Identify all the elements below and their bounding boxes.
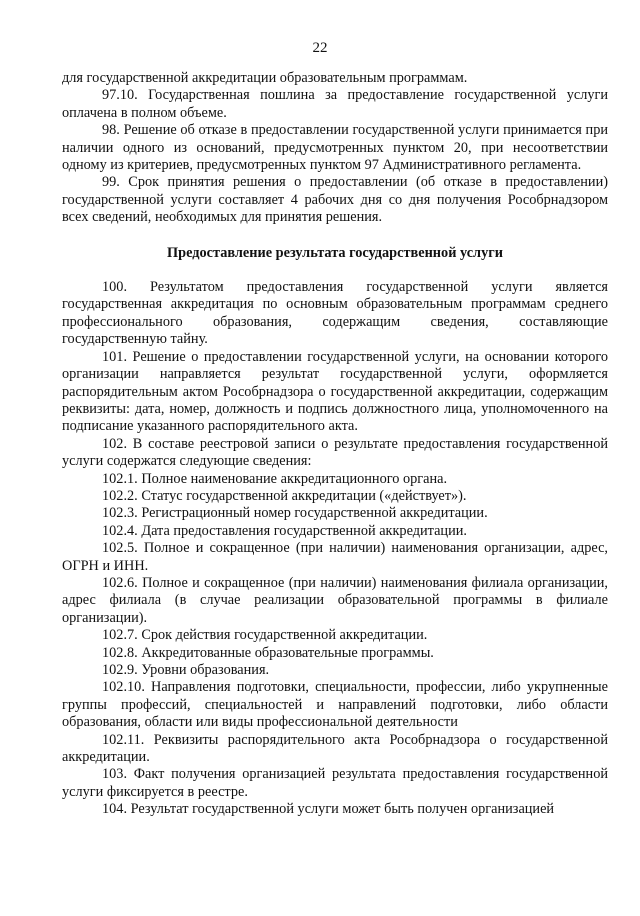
paragraph-103: 103. Факт получения организацией результата предоставления государственной услуги фиксируется в реестре. bbox=[62, 766, 608, 800]
paragraph-102-9: 102.9. Уровни образования. bbox=[102, 662, 270, 678]
paragraph-102-6: 102.6. Полное и сокращенное (при наличии) наименования филиала организации, адрес филиала (в случае реализации образовательной программы в филиале организации). bbox=[62, 574, 608, 626]
paragraph-102-7: 102.7. Срок действия государственной аккредитации. bbox=[102, 627, 428, 644]
paragraph-102: 102. В составе реестровой записи о результате предоставления государственной услуги содержатся следующие сведения: bbox=[62, 435, 608, 470]
paragraph-continuation: для государственной аккредитации образовательным программам. bbox=[62, 70, 468, 86]
section-heading: Предоставление результата государственной услуги bbox=[167, 244, 503, 261]
paragraph-98: 98. Решение об отказе в предоставлении государственной услуги принимается при наличии одного из оснований, предусмотренных пунктом 20, при несоответствии одному из критериев, предусмотренных пунктом 97 Административного регламента. bbox=[62, 122, 608, 174]
paragraph-102-5: 102.5. Полное и сокращенное (при наличии) наименования организации, адрес, ОГРН и ИНН. bbox=[62, 540, 608, 574]
paragraph-102-3: 102.3. Регистрационный номер государственной аккредитации. bbox=[102, 505, 488, 522]
document-body bbox=[62, 70, 608, 819]
paragraph-102-4: 102.4. Дата предоставления государственной аккредитации. bbox=[102, 522, 467, 539]
paragraph-104: 104. Результат государственной услуги может быть получен организацией bbox=[102, 801, 555, 818]
paragraph-102-8: 102.8. Аккредитованные образовательные программы. bbox=[102, 644, 434, 661]
paragraph-101: 101. Решение о предоставлении государственной услуги, на основании которого организации направляется результат государственной услуги, оформляется распорядительным актом Рособрнадзора о государственной аккредитации, содержащим реквизиты: дата, номер, должность и подпись должностного лица, уполномоченного на подписание указанного распорядительного акта. bbox=[62, 348, 608, 435]
paragraph-99: 99. Срок принятия решения о предоставлении (об отказе в предоставлении) государственной услуги составляет 4 рабочих дня со дня получения Рособрнадзором всех сведений, необходимых для принятия решения. bbox=[62, 174, 608, 226]
paragraph-102-11: 102.11. Реквизиты распорядительного акта Рособрнадзора о государственной аккредитации. bbox=[62, 731, 608, 766]
paragraph-97-10: 97.10. Государственная пошлина за предоставление государственной услуги оплачена в полном объеме. bbox=[62, 87, 608, 121]
paragraph-102-1: 102.1. Полное наименование аккредитационного органа. bbox=[102, 470, 448, 487]
page-number: 22 bbox=[312, 40, 328, 56]
paragraph-102-10: 102.10. Направления подготовки, специальности, профессии, либо укрупненные группы профессий, специальностей и направлений подготовки, либо области образования, области или виды профессиональной деятельности bbox=[62, 679, 608, 731]
paragraph-102-2: 102.2. Статус государственной аккредитации («действует»). bbox=[102, 487, 467, 504]
paragraph-100: 100. Результатом предоставления государственной услуги является государственная аккредитация по основным образовательным программам среднего профессионального образования, содержащим сведения, составляющие государственную тайну. bbox=[62, 279, 608, 348]
